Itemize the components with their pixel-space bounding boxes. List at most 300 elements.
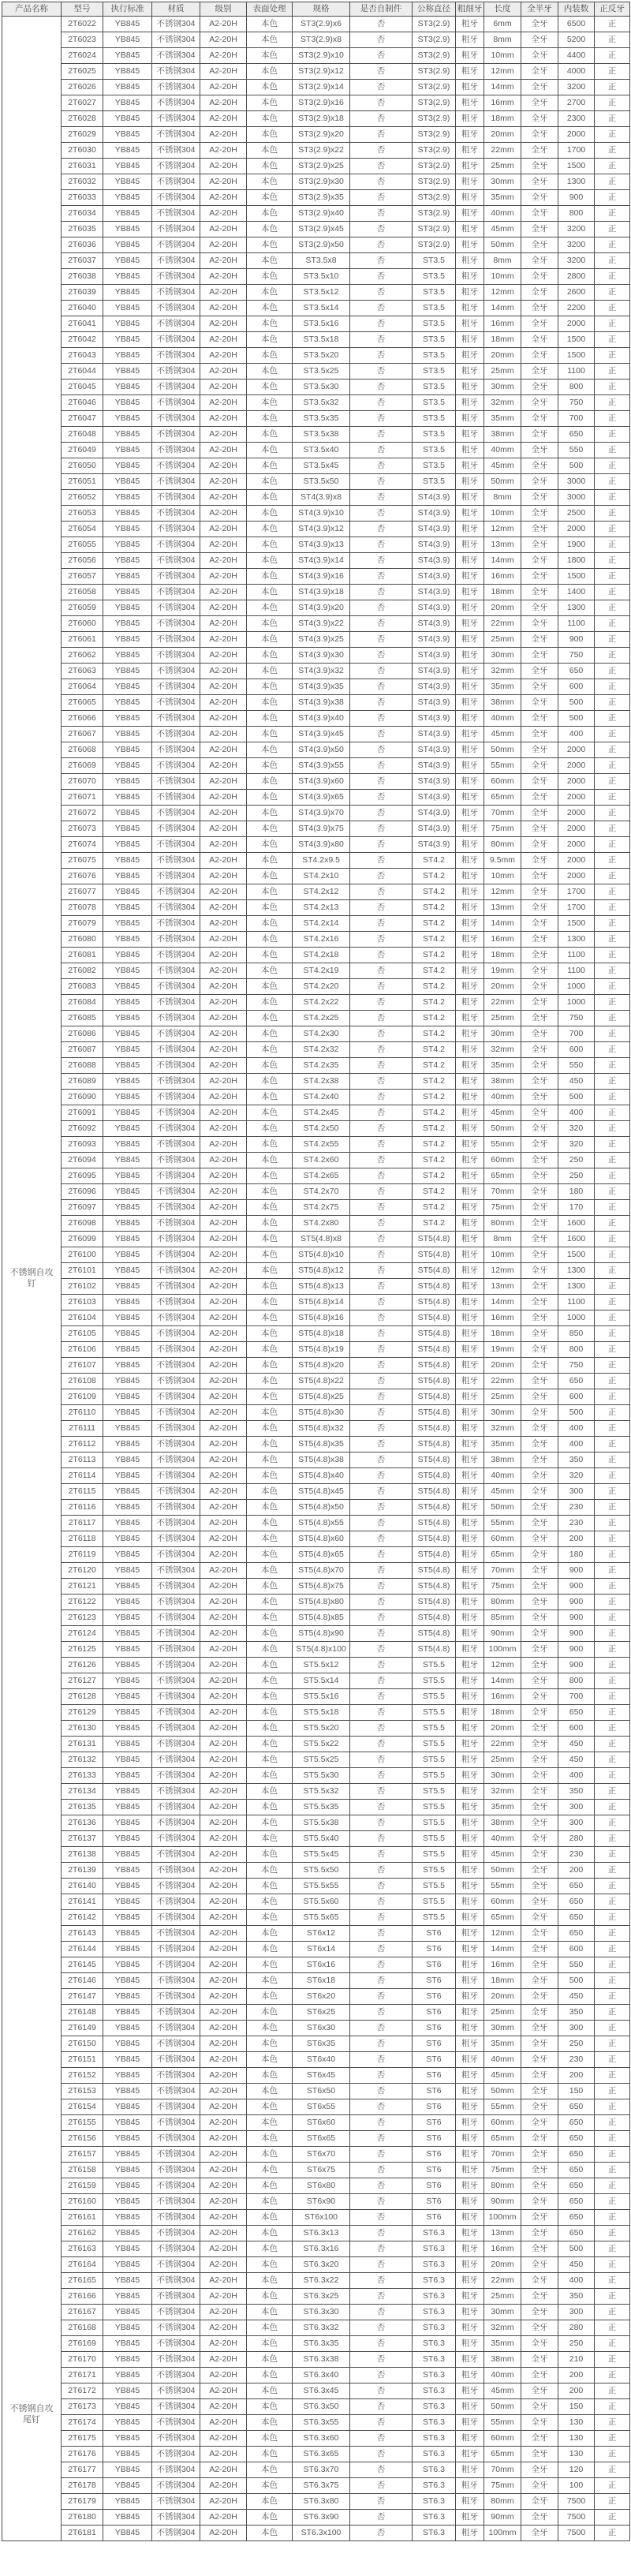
product-name-line: 钉 [27,1279,36,1288]
cell-diameter: ST4(3.9) [413,600,456,616]
cell-thread-dir: 正 [595,2320,630,2336]
cell-thread-dir: 正 [595,1263,630,1279]
cell-thread-dir: 正 [595,616,630,632]
cell-material: 不锈钢304 [152,1879,200,1894]
cell-thread-full: 全牙 [521,1626,558,1642]
cell-quantity: 1500 [558,1247,595,1263]
cell-quantity: 850 [558,1326,595,1342]
cell-surface: 本色 [247,222,293,237]
cell-grade: A2-20H [200,1926,247,1942]
cell-thread-full: 全牙 [521,2241,558,2257]
table-row [2,1279,630,1295]
cell-thread-dir: 正 [595,963,630,979]
cell-thread-dir: 正 [595,1879,630,1894]
cell-surface: 本色 [247,1405,293,1421]
cell-model: 2T6084 [62,995,103,1011]
cell-thread-dir: 正 [595,821,630,837]
cell-quantity: 180 [558,1184,595,1200]
cell-thread-pitch: 粗牙 [456,1263,484,1279]
cell-spec: ST5(4.8)x55 [293,1516,350,1531]
table-row [2,1563,630,1579]
cell-self-made: 否 [350,506,413,522]
cell-thread-pitch: 粗牙 [456,806,484,821]
cell-length: 16mm [484,932,521,948]
cell-thread-full: 全牙 [521,806,558,821]
cell-thread-dir: 正 [595,2305,630,2320]
cell-diameter: ST4.2 [413,995,456,1011]
cell-material: 不锈钢304 [152,2005,200,2021]
cell-thread-pitch: 粗牙 [456,1279,484,1295]
cell-standard: YB845 [103,427,152,443]
cell-material: 不锈钢304 [152,348,200,364]
cell-self-made: 否 [350,2005,413,2021]
cell-thread-pitch: 粗牙 [456,1358,484,1374]
cell-quantity: 800 [558,1673,595,1689]
cell-material: 不锈钢304 [152,2084,200,2099]
cell-length: 18mm [484,1326,521,1342]
cell-material: 不锈钢304 [152,174,200,190]
cell-material: 不锈钢304 [152,1563,200,1579]
cell-standard: YB845 [103,2131,152,2147]
cell-thread-dir: 正 [595,1168,630,1184]
cell-standard: YB845 [103,2399,152,2415]
cell-length: 35mm [484,1058,521,1074]
table-row [2,1468,630,1484]
cell-model: 2T6140 [62,1879,103,1894]
cell-self-made: 否 [350,2257,413,2273]
cell-self-made: 否 [350,2084,413,2099]
table-row [2,1863,630,1879]
cell-length: 6mm [484,17,521,32]
cell-standard: YB845 [103,1815,152,1831]
cell-self-made: 否 [350,1358,413,1374]
cell-material: 不锈钢304 [152,569,200,585]
cell-surface: 本色 [247,458,293,474]
cell-material: 不锈钢304 [152,474,200,490]
cell-thread-pitch: 粗牙 [456,1642,484,1658]
cell-self-made: 否 [350,174,413,190]
cell-thread-full: 全牙 [521,2289,558,2305]
cell-thread-full: 全牙 [521,1973,558,1989]
cell-thread-dir: 正 [595,2494,630,2510]
cell-length: 65mm [484,2447,521,2462]
cell-standard: YB845 [103,2178,152,2194]
cell-surface: 本色 [247,2368,293,2383]
table-row [2,1579,630,1595]
cell-grade: A2-20H [200,1279,247,1295]
cell-length: 16mm [484,95,521,111]
cell-diameter: ST5(4.8) [413,1232,456,1247]
cell-quantity: 400 [558,1105,595,1121]
cell-surface: 本色 [247,348,293,364]
cell-model: 2T6154 [62,2099,103,2115]
cell-thread-pitch: 粗牙 [456,1500,484,1516]
column-header-7: 规格 [293,2,350,17]
cell-surface: 本色 [247,427,293,443]
table-row [2,616,630,632]
cell-length: 85mm [484,1610,521,1626]
cell-model: 2T6054 [62,522,103,537]
cell-diameter: ST4(3.9) [413,490,456,506]
cell-self-made: 否 [350,537,413,553]
cell-thread-dir: 正 [595,742,630,758]
cell-grade: A2-20H [200,348,247,364]
cell-length: 45mm [484,1847,521,1863]
cell-quantity: 3200 [558,237,595,253]
cell-diameter: ST6 [413,1942,456,1957]
cell-thread-pitch: 粗牙 [456,1168,484,1184]
cell-surface: 本色 [247,2462,293,2478]
cell-standard: YB845 [103,506,152,522]
cell-surface: 本色 [247,2510,293,2526]
cell-thread-pitch: 粗牙 [456,2257,484,2273]
cell-thread-dir: 正 [595,332,630,348]
cell-grade: A2-20H [200,48,247,64]
cell-surface: 本色 [247,2241,293,2257]
cell-model: 2T6131 [62,1737,103,1752]
cell-surface: 本色 [247,1768,293,1784]
cell-length: 35mm [484,679,521,695]
cell-thread-dir: 正 [595,427,630,443]
cell-thread-dir: 正 [595,269,630,285]
cell-spec: ST4.2x55 [293,1137,350,1153]
cell-standard: YB845 [103,332,152,348]
cell-thread-dir: 正 [595,2099,630,2115]
cell-thread-pitch: 粗牙 [456,443,484,458]
cell-length: 14mm [484,80,521,95]
cell-material: 不锈钢304 [152,1673,200,1689]
table-row [2,963,630,979]
cell-model: 2T6180 [62,2510,103,2526]
cell-material: 不锈钢304 [152,2147,200,2163]
cell-diameter: ST5(4.8) [413,1500,456,1516]
cell-standard: YB845 [103,2257,152,2273]
cell-diameter: ST3.5 [413,301,456,316]
cell-thread-pitch: 粗牙 [456,632,484,648]
cell-thread-dir: 正 [595,1500,630,1516]
cell-self-made: 否 [350,758,413,774]
cell-thread-full: 全牙 [521,948,558,963]
cell-quantity: 1100 [558,364,595,379]
cell-thread-full: 全牙 [521,869,558,884]
cell-thread-pitch: 粗牙 [456,1673,484,1689]
cell-thread-dir: 正 [595,2021,630,2036]
cell-thread-dir: 正 [595,2462,630,2478]
cell-model: 2T6171 [62,2368,103,2383]
cell-material: 不锈钢304 [152,2415,200,2431]
cell-thread-dir: 正 [595,237,630,253]
cell-material: 不锈钢304 [152,648,200,664]
cell-diameter: ST5(4.8) [413,1626,456,1642]
cell-quantity: 450 [558,1752,595,1768]
cell-surface: 本色 [247,979,293,995]
cell-thread-pitch: 粗牙 [456,301,484,316]
cell-length: 60mm [484,2431,521,2447]
cell-model: 2T6144 [62,1942,103,1957]
cell-thread-pitch: 粗牙 [456,2178,484,2194]
cell-quantity: 600 [558,679,595,695]
cell-thread-full: 全牙 [521,269,558,285]
product-name-label [2,1267,61,1289]
cell-material: 不锈钢304 [152,2478,200,2494]
cell-thread-dir: 正 [595,2273,630,2289]
cell-diameter: ST6.3 [413,2478,456,2494]
cell-quantity: 650 [558,2099,595,2115]
cell-diameter: ST5(4.8) [413,1358,456,1374]
cell-diameter: ST4(3.9) [413,616,456,632]
cell-material: 不锈钢304 [152,790,200,806]
cell-spec: ST5.5x25 [293,1752,350,1768]
cell-length: 35mm [484,1800,521,1815]
table-row [2,522,630,537]
cell-diameter: ST6 [413,2147,456,2163]
cell-length: 18mm [484,585,521,600]
cell-quantity: 3000 [558,490,595,506]
cell-grade: A2-20H [200,2494,247,2510]
cell-material: 不锈钢304 [152,2383,200,2399]
cell-thread-dir: 正 [595,537,630,553]
cell-thread-dir: 正 [595,1989,630,2005]
cell-thread-full: 全牙 [521,2352,558,2368]
cell-thread-dir: 正 [595,1942,630,1957]
table-row [2,1263,630,1279]
cell-length: 20mm [484,127,521,143]
cell-self-made: 否 [350,1689,413,1705]
cell-thread-full: 全牙 [521,1957,558,1973]
cell-standard: YB845 [103,2431,152,2447]
cell-model: 2T6116 [62,1500,103,1516]
cell-surface: 本色 [247,869,293,884]
cell-quantity: 1400 [558,585,595,600]
cell-length: 20mm [484,348,521,364]
cell-model: 2T6177 [62,2462,103,2478]
cell-surface: 本色 [247,2383,293,2399]
cell-material: 不锈钢304 [152,900,200,916]
cell-surface: 本色 [247,1610,293,1626]
cell-thread-pitch: 粗牙 [456,1658,484,1673]
cell-quantity: 500 [558,695,595,711]
cell-length: 75mm [484,2163,521,2178]
cell-diameter: ST5.5 [413,1752,456,1768]
column-header-3: 执行标准 [103,2,152,17]
cell-material: 不锈钢304 [152,206,200,222]
cell-model: 2T6063 [62,664,103,679]
cell-spec: ST6x30 [293,2021,350,2036]
cell-model: 2T6161 [62,2210,103,2226]
cell-thread-dir: 正 [595,1026,630,1042]
cell-self-made: 否 [350,64,413,80]
cell-model: 2T6032 [62,174,103,190]
cell-standard: YB845 [103,2163,152,2178]
cell-quantity: 2600 [558,285,595,301]
cell-spec: ST6.3x25 [293,2289,350,2305]
cell-grade: A2-20H [200,427,247,443]
cell-surface: 本色 [247,837,293,853]
cell-surface: 本色 [247,2005,293,2021]
cell-thread-dir: 正 [595,2257,630,2273]
cell-standard: YB845 [103,48,152,64]
table-row [2,1610,630,1626]
cell-surface: 本色 [247,2273,293,2289]
table-row [2,1310,630,1326]
cell-thread-pitch: 粗牙 [456,1784,484,1800]
cell-diameter: ST3.5 [413,253,456,269]
cell-spec: ST4(3.9)x30 [293,648,350,664]
cell-model: 2T6078 [62,900,103,916]
cell-diameter: ST3.5 [413,458,456,474]
cell-standard: YB845 [103,2383,152,2399]
cell-self-made: 否 [350,1184,413,1200]
cell-thread-full: 全牙 [521,1595,558,1610]
cell-length: 60mm [484,1894,521,1910]
cell-quantity: 130 [558,2415,595,2431]
cell-standard: YB845 [103,1358,152,1374]
cell-grade: A2-20H [200,379,247,395]
cell-length: 8mm [484,253,521,269]
cell-thread-pitch: 粗牙 [456,506,484,522]
cell-diameter: ST3(2.9) [413,222,456,237]
cell-thread-dir: 正 [595,1721,630,1737]
cell-thread-dir: 正 [595,2526,630,2541]
cell-grade: A2-20H [200,1626,247,1642]
cell-spec: ST5.5x30 [293,1768,350,1784]
cell-surface: 本色 [247,1689,293,1705]
cell-quantity: 2000 [558,790,595,806]
cell-quantity: 4400 [558,48,595,64]
cell-diameter: ST6.3 [413,2320,456,2336]
cell-material: 不锈钢304 [152,1705,200,1721]
cell-quantity: 300 [558,2305,595,2320]
cell-standard: YB845 [103,806,152,821]
table-row [2,1721,630,1737]
cell-model: 2T6026 [62,80,103,95]
cell-thread-full: 全牙 [521,1153,558,1168]
cell-model: 2T6094 [62,1153,103,1168]
cell-self-made: 否 [350,1626,413,1642]
cell-spec: ST4.2x22 [293,995,350,1011]
cell-thread-full: 全牙 [521,1342,558,1358]
cell-self-made: 否 [350,695,413,711]
cell-material: 不锈钢304 [152,1658,200,1673]
cell-material: 不锈钢304 [152,1279,200,1295]
cell-spec: ST5.5x20 [293,1721,350,1737]
cell-material: 不锈钢304 [152,2320,200,2336]
table-row [2,1957,630,1973]
cell-thread-pitch: 粗牙 [456,2462,484,2478]
cell-grade: A2-20H [200,1310,247,1326]
cell-material: 不锈钢304 [152,17,200,32]
cell-thread-dir: 正 [595,2036,630,2052]
cell-quantity: 500 [558,1090,595,1105]
cell-quantity: 650 [558,1894,595,1910]
cell-grade: A2-20H [200,2415,247,2431]
cell-length: 16mm [484,1689,521,1705]
cell-model: 2T6037 [62,253,103,269]
cell-spec: ST4(3.9)x10 [293,506,350,522]
cell-grade: A2-20H [200,2068,247,2084]
cell-surface: 本色 [247,679,293,695]
cell-diameter: ST4(3.9) [413,648,456,664]
cell-model: 2T6128 [62,1689,103,1705]
cell-material: 不锈钢304 [152,269,200,285]
cell-quantity: 650 [558,1879,595,1894]
cell-diameter: ST4(3.9) [413,553,456,569]
cell-spec: ST5(4.8)x14 [293,1295,350,1310]
cell-material: 不锈钢304 [152,1042,200,1058]
cell-material: 不锈钢304 [152,537,200,553]
cell-self-made: 否 [350,2178,413,2194]
cell-surface: 本色 [247,1090,293,1105]
cell-material: 不锈钢304 [152,2399,200,2415]
cell-diameter: ST3.5 [413,348,456,364]
cell-quantity: 1500 [558,348,595,364]
cell-diameter: ST6.3 [413,2336,456,2352]
cell-thread-dir: 正 [595,1626,630,1642]
table-row [2,17,630,32]
cell-spec: ST5.5x55 [293,1879,350,1894]
cell-standard: YB845 [103,1200,152,1216]
table-row [2,648,630,664]
cell-standard: YB845 [103,2147,152,2163]
cell-model: 2T6123 [62,1610,103,1626]
cell-grade: A2-20H [200,1705,247,1721]
cell-model: 2T6080 [62,932,103,948]
cell-thread-pitch: 粗牙 [456,916,484,932]
cell-material: 不锈钢304 [152,1957,200,1973]
cell-model: 2T6109 [62,1389,103,1405]
cell-thread-dir: 正 [595,490,630,506]
cell-standard: YB845 [103,679,152,695]
cell-standard: YB845 [103,963,152,979]
cell-grade: A2-20H [200,1326,247,1342]
cell-standard: YB845 [103,2226,152,2241]
cell-self-made: 否 [350,1595,413,1610]
cell-thread-full: 全牙 [521,1295,558,1310]
cell-standard: YB845 [103,1090,152,1105]
cell-quantity: 650 [558,2178,595,2194]
cell-standard: YB845 [103,1421,152,1437]
cell-thread-full: 全牙 [521,1942,558,1957]
cell-thread-pitch: 粗牙 [456,664,484,679]
cell-spec: ST6x35 [293,2036,350,2052]
cell-quantity: 1700 [558,900,595,916]
cell-material: 不锈钢304 [152,1026,200,1042]
cell-thread-dir: 正 [595,522,630,537]
cell-self-made: 否 [350,632,413,648]
cell-thread-pitch: 粗牙 [456,1484,484,1500]
table-row [2,1374,630,1389]
cell-thread-pitch: 粗牙 [456,64,484,80]
cell-spec: ST3(2.9)x16 [293,95,350,111]
cell-quantity: 1300 [558,600,595,616]
cell-quantity: 6500 [558,17,595,32]
table-row [2,1894,630,1910]
cell-standard: YB845 [103,711,152,727]
cell-quantity: 550 [558,443,595,458]
cell-length: 45mm [484,2068,521,2084]
cell-diameter: ST3.5 [413,269,456,285]
cell-model: 2T6104 [62,1310,103,1326]
cell-length: 50mm [484,2399,521,2415]
cell-quantity: 1500 [558,569,595,585]
cell-thread-full: 全牙 [521,222,558,237]
cell-surface: 本色 [247,1247,293,1263]
cell-thread-pitch: 粗牙 [456,269,484,285]
cell-thread-dir: 正 [595,1815,630,1831]
cell-model: 2T6074 [62,837,103,853]
cell-length: 8mm [484,1232,521,1247]
cell-self-made: 否 [350,2052,413,2068]
